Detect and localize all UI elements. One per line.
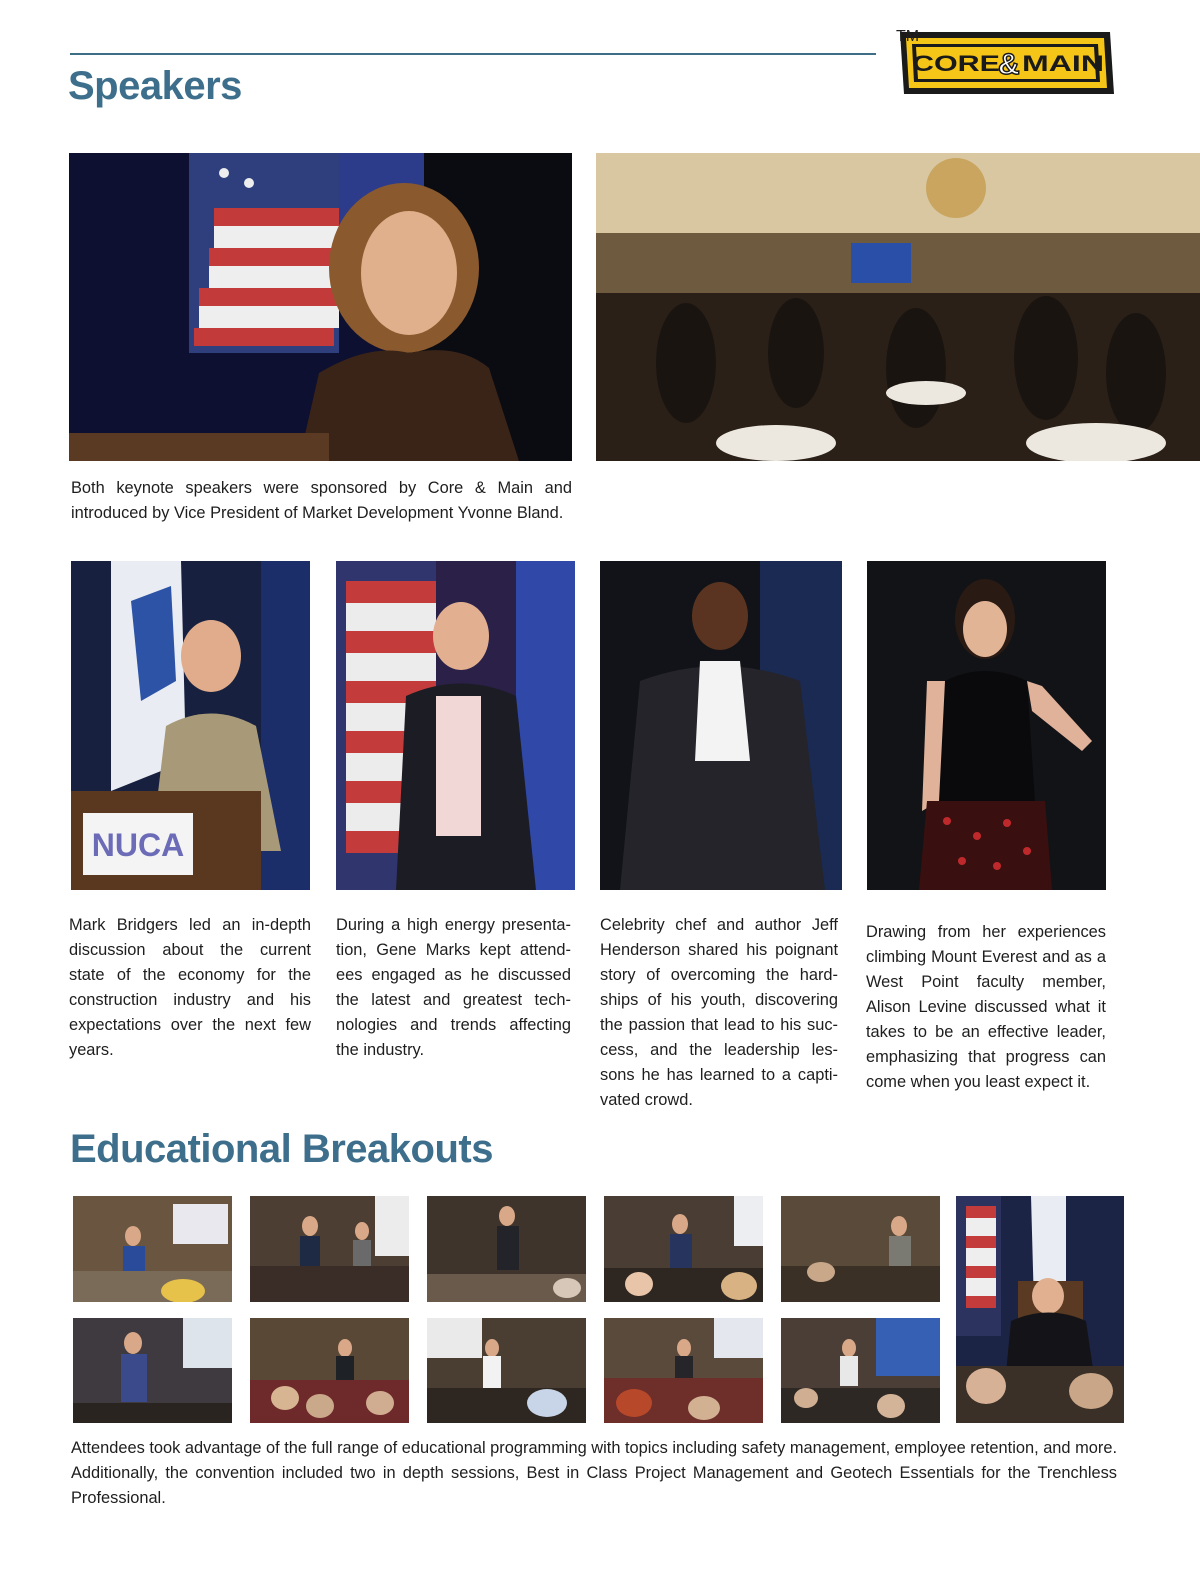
breakout-photo — [781, 1318, 940, 1423]
breakout-photo — [781, 1196, 940, 1302]
keynote-speaker-photo — [69, 153, 572, 461]
keynote-caption: Both keynote speakers were sponsored by Core & Main and introduced by Vice President of Market Development Yvonne Bland. — [71, 479, 572, 522]
svg-text:CORE: CORE — [912, 51, 1000, 76]
speakers-heading: Speakers — [68, 64, 242, 108]
breakout-photo — [427, 1196, 586, 1302]
speaker-photo-mark-bridgers — [71, 561, 310, 890]
core-and-main-logo — [896, 28, 1118, 98]
speaker-photo-gene-marks — [336, 561, 575, 890]
educational-breakouts-heading: Educational Breakouts — [70, 1127, 493, 1171]
breakouts-caption: Attendees took advantage of the full range of educational programming with topics including safety management, employee retention, and more. Additionally, the convention included two in depth sessions, Best in Class Project Management and Geotech Essentials for the Trenchless Professional. — [71, 1439, 1117, 1507]
breakout-photo — [73, 1196, 232, 1302]
caption-jeff-henderson: Celebrity chef and author Jeff Henderson shared his poignant story of overcoming the hard-ships of his youth, discovering the passion that lead to his suc-cess, and the leadership les-sons he has learned to a capti-vated crowd. — [600, 916, 838, 1109]
caption-mark-bridgers: Mark Bridgers led an in-depth discussion about the current state of the economy for the construction industry and his expectations over the next few years. — [69, 916, 311, 1059]
svg-text:MAIN: MAIN — [1022, 51, 1104, 76]
speaker-photo-alison-levine — [867, 561, 1106, 890]
svg-text:NUCA: NUCA — [91, 827, 185, 863]
breakout-photo — [250, 1318, 409, 1423]
speaker-photo-jeff-henderson — [600, 561, 842, 890]
breakout-photo — [604, 1196, 763, 1302]
breakout-photo-large — [956, 1196, 1124, 1423]
svg-text:&: & — [998, 48, 1020, 81]
breakout-photo — [604, 1318, 763, 1423]
caption-gene-marks: During a high energy presenta-tion, Gene Marks kept attend-ees engaged as he discussed the latest and greatest tech-nologies and trends affecting the industry. — [336, 916, 571, 1059]
breakout-photo — [427, 1318, 586, 1423]
caption-alison-levine: Drawing from her experiences climbing Mount Everest and as a West Point faculty member, Alison Levine discussed what it takes to be an effective leader, emphasizing that progress can come when you least expect it. — [866, 923, 1106, 1091]
breakout-photo — [250, 1196, 409, 1302]
breakout-photo — [73, 1318, 232, 1423]
header-rule — [70, 53, 876, 55]
logo-trademark: TM — [896, 28, 920, 45]
ballroom-crowd-photo — [596, 153, 1200, 461]
